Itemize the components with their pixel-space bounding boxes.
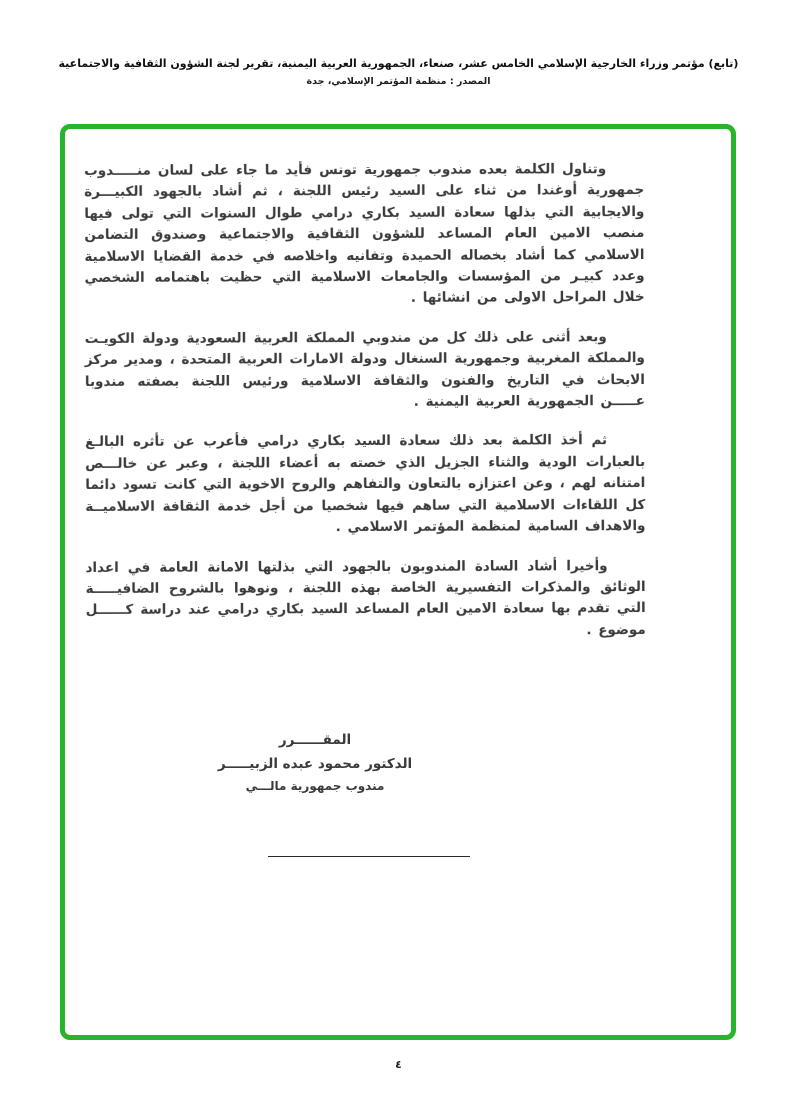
document-paragraph: وتناول الكلمة بعده مندوب جمهورية تونس فأيد ما جاء على لسان منـــــدوب جمهورية أوغندا من ثناء على السيد رئيس اللجنة ، ثم أشاد بالجهود الكبيـــرة والايجابية التي بذلها سعادة السيد بكاري درامي طوال السنوات التي تولى فيها منصب الامين العام المساعد للشؤون الثقافية والاجتماعية وصندوق التضامن الاسلامي كما أشاد بخصاله الحميدة وتفانيه واخلاصه في خدمة القضايا الاسلامية وعدد كبيـر من المؤسسات والجامعات الاسلامية التي حظيت باهتمامه الشخصي خلال المراحل الاولى من انشائها . — [84, 161, 645, 307]
signature-title: المقــــــرر — [278, 732, 352, 748]
signature-role: مندوب جمهورية مالـــي — [245, 779, 385, 793]
scanned-text-block — [84, 159, 646, 661]
header-title: (تابع) مؤتمر وزراء الخارجية الإسلامي الخامس عشر، صنعاء، الجمهورية العربية اليمنية، تقرير لجنة الشؤون الثقافية والاجتماعية — [58, 57, 739, 70]
header-source: المصدر : منظمة المؤتمر الإسلامي، جدة — [306, 76, 491, 87]
document-paragraph: وبعد أثنى على ذلك كل من مندوبي المملكة العربية السعودية ودولة الكويـت والمملكة المغربية وجمهورية السنغال ودولة الامارات العربية المتحدة ، ومدير مركز الابحاث في التاريخ والفنون والثقافة الاسلامية ورئيس اللجنة بصفته مندوبا عـــــن الجمهورية العربية اليمنية . — [84, 328, 645, 410]
signature-name: الدكتور محمود عبده الزبيـــــر — [217, 756, 413, 772]
signature-line — [268, 856, 470, 857]
document-paragraph: ثم أخذ الكلمة بعد ذلك سعادة السيد بكاري درامي فأعرب عن تأثره البالـغ بالعبارات الودية والثناء الجزيل الذي خصته به أعضاء اللجنة ، وعبر عن خالـــص امتنانه لهم ، وعن اعتزازه بالتعاون والتفاهم والروح الاخوية التي كانت تسود دائما كل اللقاءات الاسلامية التي ساهم فيها شخصيا من أجل خدمة الثقافة الاسلاميــة والاهداف السامية لمنظمة المؤتمر الاسلامي . — [85, 432, 646, 536]
signature-block — [190, 732, 440, 793]
page-number: ٤ — [395, 1058, 402, 1071]
document-header — [40, 56, 757, 87]
document-paragraph: وأخيرا أشاد السادة المندوبون بالجهود التي بذلتها الامانة العامة في اعداد الوثائق والمذكرات التفسيرية الخاصة بهذه اللجنة ، ونوهوا بالشروح الضافيـــــة التي تقدم بها سعادة الامين العام المساعد السيد بكاري درامي عند دراسة كــــــل موضوع . — [85, 557, 646, 638]
